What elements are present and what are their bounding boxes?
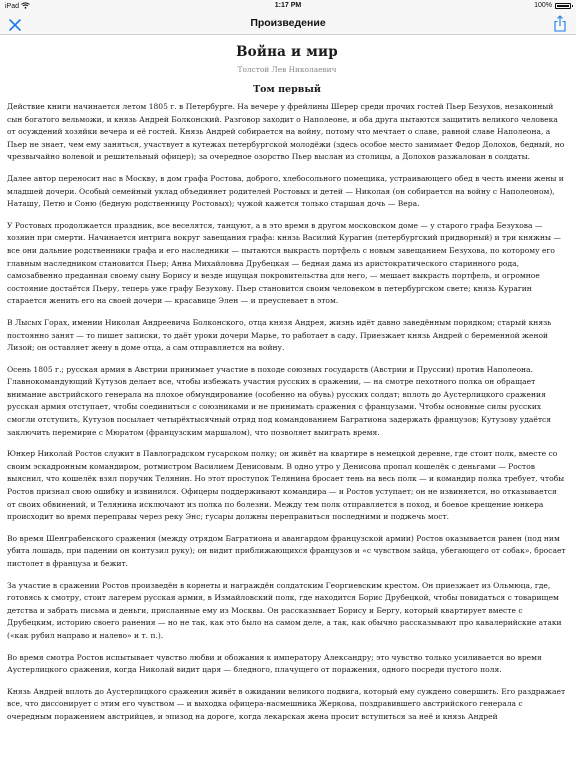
paragraph: Князь Андрей вплоть до Аустерлицкого сражения живёт в ожидании великого подвига, который ему суждено совершить. Его раздражает все, что диссонирует с этим его чувством — и выходка офицера-насмешника Жеркова, поздравившего австрийского генерала с очередным поражением австрийцев, и эпизод на дороге, когда лекарская жена просит вступиться за неё и князь Андрей	[7, 686, 566, 721]
battery-percent: 100%	[534, 2, 552, 9]
share-button[interactable]	[553, 15, 567, 32]
volume-title: Том первый	[253, 84, 321, 95]
status-bar	[0, 0, 576, 13]
carrier-label: iPad	[5, 3, 20, 10]
paragraph: Осень 1805 г.; русская армия в Австрии принимает участие в походе союзных государств (Австрии и Пруссии) против Наполеона. Главнокомандующий Кутузов делает все, чтобы избежать участия русских в сражении, — на смотре пехотного полка он обращает внимание австрийского генерала на плохое обмундирование (особенно на обувь) русских солдат; вплоть до Аустерлицкого сражения русская армия отступает, чтобы соединиться с союзниками и не принимать сражения с французами. Чтобы основные силы русских смогли отступить, Кутузов посылает четырёхтысячный отряд под командованием Багратиона задержать французов; Кутузову удаётся заключить перемирие с Мюратом (французским маршалом), что позволяет выиграть время.	[7, 364, 552, 437]
share-icon	[553, 15, 567, 32]
paragraph: Во время Шенграбенского сражения (между отрядом Багратиона и авангардом французской армии) Ростов оказывается ранен (под ним убита лошадь, при падении он контузил руку); он видит приближающихся французов и «с чувством зайца, убегающего от собак», бросает пистолет в француза и бежит.	[7, 533, 566, 568]
battery-icon	[555, 3, 571, 9]
paragraph: Юнкер Николай Ростов служит в Павлоградском гусарском полку; он живёт на квартире в немецкой деревне, где стоит полк, вместе со своим эскадронным командиром, ротмистром Василием Денисовым. В одно утро у Денисова пропал кошелёк с деньгами — Ростов выяснил, что кошелёк взял поручик Телянин. Но этот проступок Телянина бросает тень на весь полк — и командир полка требует, чтобы Ростов признал свою ошибку и извинился. Офицеры поддерживают командира — и Ростов уступает; он не извиняется, но отказывается от своих обвинений, и Телянина исключают из полка по болезни. Между тем полк отправляется в поход, и боевое крещение юнкера происходит во время переправы через реку Энс; гусары должны переправиться последними и поджечь мост.	[7, 449, 565, 522]
paragraph: У Ростовых продолжается праздник, все веселятся, танцуют, а в это время в другом московском доме — у старого графа Безухова — хозяин при смерти. Начинается интрига вокруг завещания графа: князь Василий Курагин (петербургский придворный) и три княжны — все они дальние родственники графа и его наследники — пытаются выкрасть портфель с новым завещанием Безухова, по которому его главным наследником становится Пьер; Анна Михайловна Друбецкая — бедная дама из аристократического старинного рода, самозабвенно преданная своему сыну Борису и везде ищущая покровительства для него, — мешает выкрасть портфель, и огромное состояние достаётся Пьеру, теперь уже графу Безухову. Пьер становится своим человеком в петербургском свете; князь Курагин старается женить его на своей дочери — красавице Элен — и преуспевает в этом.	[7, 220, 561, 306]
paragraph: За участие в сражении Ростов произведён в корнеты и награждён солдатским Георгиевским крестом. Он приезжает из Ольмюца, где, готовясь к смотру, стоит лагерем русская армия, в Измайловский полк, где находится Борис Друбецкой, чтобы повидаться с товарищем детства и забрать письма и деньги, присланные ему из Москвы. Он рассказывает Борису и Бергу, который квартирует вместе с Друбецким, историю своего ранения — но не так, как это было на самом деле, а так, как обычно рассказывают про кавалерийские атаки («как рубил направо и налево» и т. п.).	[7, 580, 562, 640]
book-title: Война и мир	[236, 44, 338, 60]
status-right	[534, 2, 571, 9]
paragraph: Во время смотра Ростов испытывает чувство любви и обожания к императору Александру; это чувство только усиливается во время Аустерлицкого сражения, когда Николай видит царя — бледного, плачущего от поражения, одного посреди пустого поля.	[7, 652, 542, 675]
paragraph: В Лысых Горах, имении Николая Андреевича Болконского, отца князя Андрея, жизнь идёт давно заведённым порядком; старый князь постоянно занят — то пишет записки, то даёт уроки дочери Марье, то работает в саду. Приезжает князь Андрей с беременной женой Лизой; он оставляет жену в доме отца, а сам отправляется на войну.	[7, 317, 552, 353]
paragraph-list	[7, 101, 567, 724]
reading-content[interactable]	[7, 36, 567, 733]
paragraph: Действие книги начинается летом 1805 г. в Петербурге. На вечере у фрейлины Шерер среди прочих гостей Пьер Безухов, незаконный сын богатого вельможи, и князь Андрей Болконский. Разговор заходит о Наполеоне, и оба друга пытаются защитить великого человека от осуждений хозяйки вечера и её гостей. Князь Андрей собирается на войну, потому что мечтает о славе, равной славе Наполеона, а Пьер не знает, чем ему заняться, участвует в кутежах петербургской молодёжи (здесь особое место занимает Федор Долохов, бедный, но чрезвычайно волевой и решительный офицер); за очередное озорство Пьер выслан из столицы, а Долохов разжалован в солдаты.	[7, 102, 565, 162]
nav-title: Произведение	[250, 17, 326, 29]
navigation-bar	[0, 13, 576, 35]
book-author: Толстой Лев Николаевич	[237, 65, 337, 74]
paragraph: Далее автор переносит нас в Москву, в дом графа Ростова, доброго, хлебосольного помещика, устраивающего обед в честь имени жены и младшей дочери. Особый семейный уклад объединяет родителей Ростовых и детей — Николая (он собирается на войну с Наполеоном), Наташу, Петю и Соню (бедную родственницу Ростовых); чужой кажется только старшая дочь — Вера.	[7, 173, 564, 209]
status-time: 1:17 PM	[274, 2, 302, 9]
